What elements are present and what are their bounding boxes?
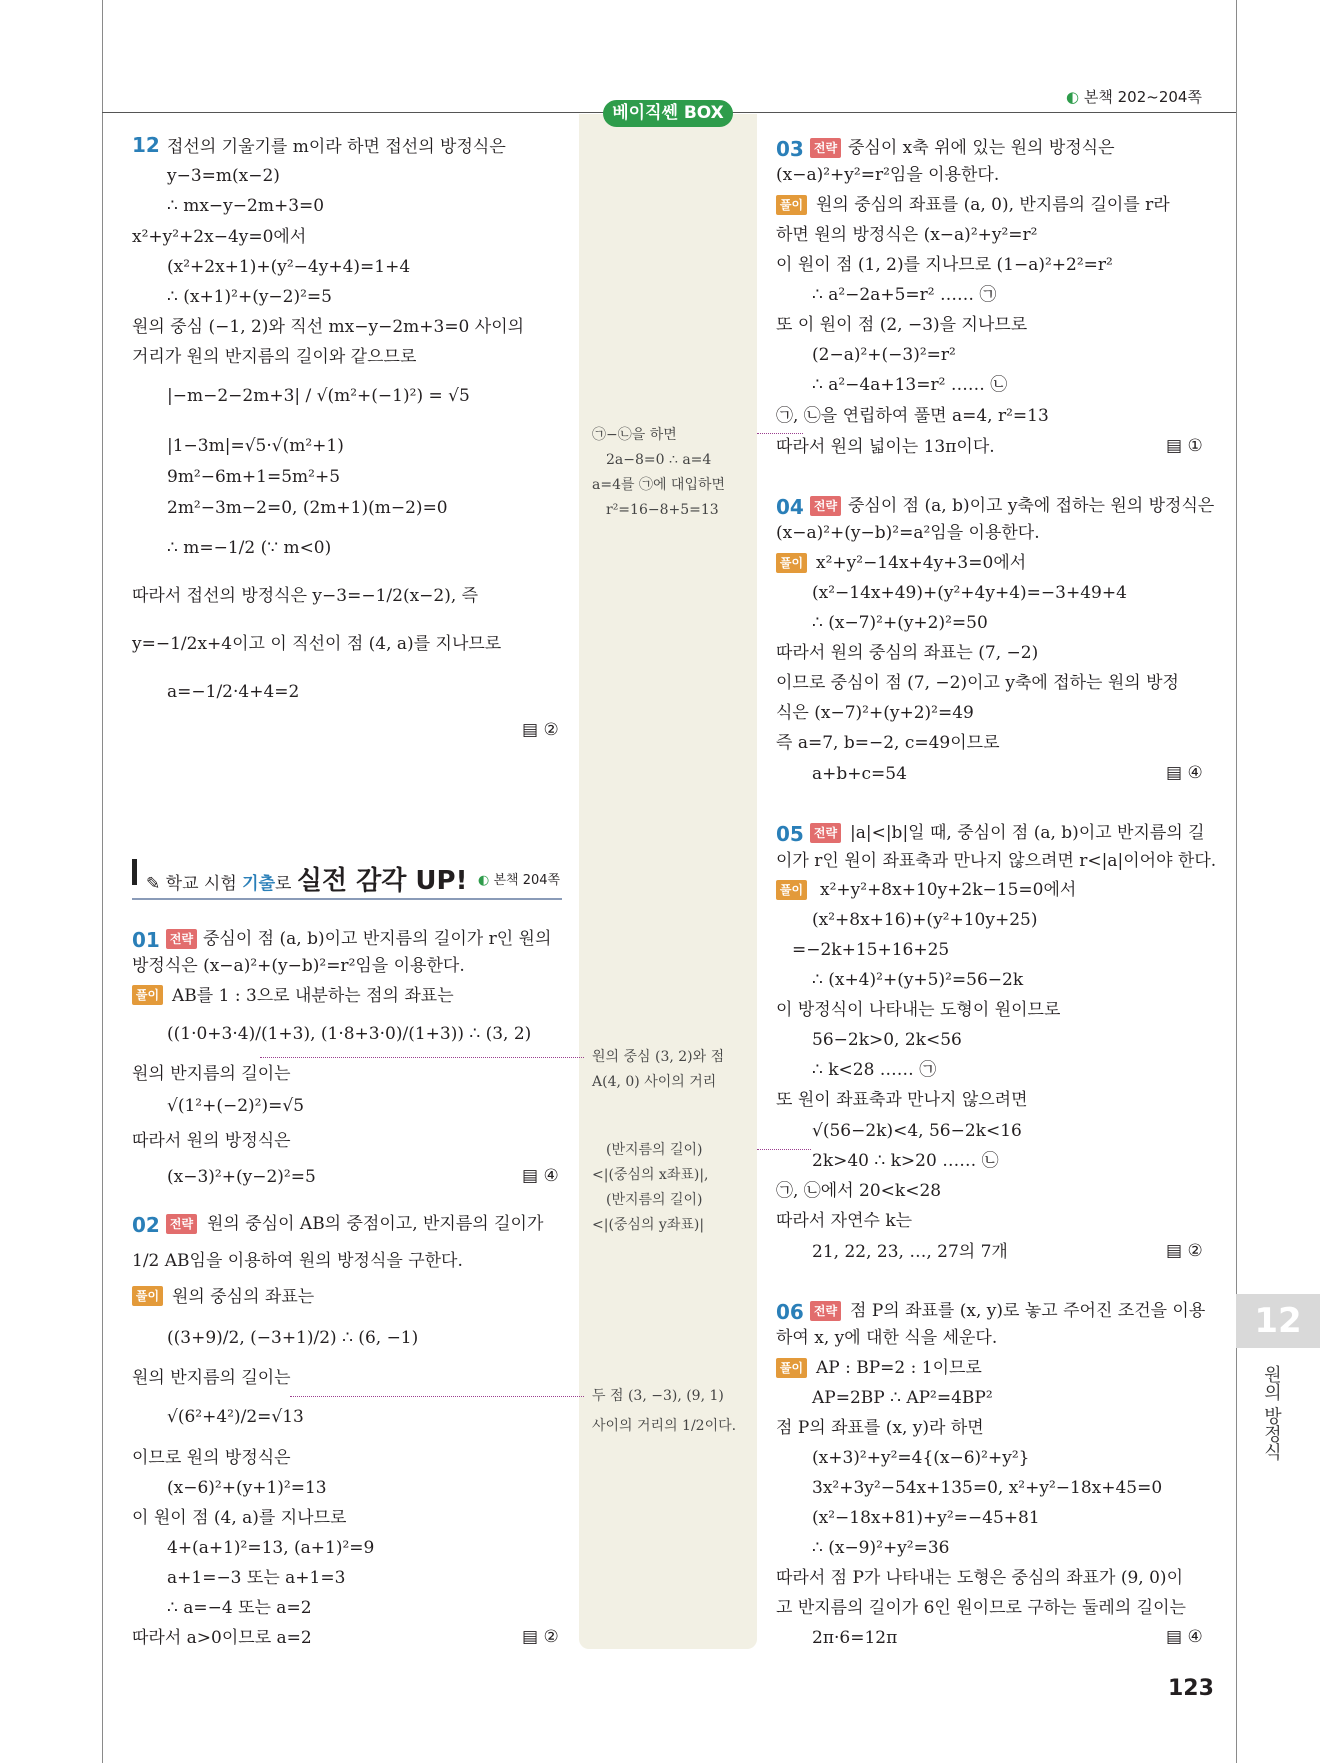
line: 또 원이 좌표축과 만나지 않으려면: [776, 1090, 1028, 1110]
section-title: ✎ 학교 시험 기출로 실전 감각 UP!: [146, 866, 468, 896]
line: ∴ (x−7)²+(y+2)²=50: [812, 613, 988, 633]
line: 식은 (x−7)²+(y+2)²=49: [776, 703, 974, 723]
line: (x²+2x+1)+(y²−4y+4)=1+4: [167, 257, 411, 277]
line: AP : BP=2 : 1이므로: [816, 1358, 982, 1378]
note-line: 두 점 (3, −3), (9, 1): [592, 1388, 724, 1404]
note-line: <|(중심의 x좌표)|,: [592, 1167, 709, 1183]
note-line: (반지름의 길이): [606, 1142, 703, 1158]
line: 이므로 원의 방정식은: [132, 1448, 291, 1468]
line: a+b+c=54: [812, 764, 907, 784]
line: ㉠, ㉡에서 20<k<28: [776, 1181, 942, 1201]
solution-tag: 풀이: [132, 1286, 163, 1306]
line: y=−1/2x+4이고 이 직선이 점 (4, a)를 지나므로: [132, 634, 502, 654]
line: 즉 a=7, b=−2, c=49이므로: [776, 733, 1000, 753]
line: 원의 중심의 좌표를 (a, 0), 반지름의 길이를 r라: [816, 195, 1170, 215]
line: 21, 22, 23, …, 27의 7개: [812, 1242, 1008, 1262]
chapter-number-tab: 12: [1236, 1294, 1320, 1348]
page-number: 123: [1168, 1676, 1214, 1701]
strategy-tag: 전략: [810, 1301, 841, 1321]
line: (2−a)²+(−3)²=r²: [812, 345, 956, 365]
line: ∴ (x+1)²+(y−2)²=5: [167, 287, 332, 307]
line: ∴ mx−y−2m+3=0: [167, 196, 325, 216]
solution-tag: 풀이: [776, 553, 807, 573]
line: 중심이 점 (a, b)이고 반지름의 길이가 r인 원의: [203, 929, 552, 949]
line: x²+y²−14x+4y+3=0에서: [816, 553, 1027, 573]
solution-tag: 풀이: [776, 880, 807, 900]
line: ∴ (x−9)²+y²=36: [812, 1538, 950, 1558]
line: 2k>40 ∴ k>20 …… ㉡: [812, 1151, 999, 1171]
ref-icon: ◐: [478, 873, 490, 888]
answer: ▤ ④: [1166, 1627, 1203, 1647]
line: x²+y²+8x+10y+2k−15=0에서: [820, 880, 1077, 900]
problem-05-number: 05: [776, 822, 804, 846]
strategy-tag: 전략: [810, 138, 841, 158]
line: 점 P의 좌표를 (x, y)라 하면: [776, 1418, 984, 1438]
line: 원의 중심 (−1, 2)와 직선 mx−y−2m+3=0 사이의: [132, 317, 525, 337]
line: 따라서 원의 중심의 좌표는 (7, −2): [776, 643, 1039, 663]
line: (x−a)²+(y−b)²=a²임을 이용한다.: [776, 523, 1040, 543]
section-bar: [132, 859, 137, 885]
leader-line: [757, 433, 803, 434]
line: 하여 x, y에 대한 식을 세운다.: [776, 1328, 998, 1348]
line: 이 원이 점 (4, a)를 지나므로: [132, 1508, 347, 1528]
right-margin-line: [1236, 0, 1237, 1763]
strategy-tag: 전략: [810, 496, 841, 516]
line: 2m²−3m−2=0, (2m+1)(m−2)=0: [167, 498, 448, 518]
leader-line: [290, 1396, 584, 1397]
line: ∴ (x+4)²+(y+5)²=56−2k: [812, 970, 1024, 990]
line: 따라서 자연수 k는: [776, 1211, 913, 1231]
line: 원의 중심이 AB의 중점이고, 반지름의 길이가: [207, 1214, 544, 1234]
line: √(56−2k)<4, 56−2k<16: [812, 1121, 1022, 1141]
line: 따라서 점 P가 나타내는 도형은 중심의 좌표가 (9, 0)이: [776, 1568, 1183, 1588]
line: 거리가 원의 반지름의 길이와 같으므로: [132, 347, 417, 367]
note-line: (반지름의 길이): [606, 1192, 703, 1208]
ref-icon: ◐: [1066, 88, 1080, 106]
solution-tag: 풀이: [776, 195, 807, 215]
note-line: 2a−8=0 ∴ a=4: [606, 452, 712, 468]
line: 1/2 AB임을 이용하여 원의 방정식을 구한다.: [132, 1251, 463, 1271]
left-margin-line: [102, 0, 103, 1763]
leader-line: [757, 1149, 811, 1150]
solution-tag: 풀이: [776, 1358, 807, 1378]
line: AP=2BP ∴ AP²=4BP²: [812, 1388, 993, 1408]
strategy-tag: 전략: [810, 823, 841, 843]
line: 9m²−6m+1=5m²+5: [167, 467, 341, 487]
line: (x²−18x+81)+y²=−45+81: [812, 1508, 1040, 1528]
line: ∴ a²−4a+13=r² …… ㉡: [812, 375, 1008, 395]
line: 이 방정식이 나타내는 도형이 원이므로: [776, 1000, 1061, 1020]
line: 하면 원의 방정식은 (x−a)²+y²=r²: [776, 225, 1038, 245]
line: 3x²+3y²−54x+135=0, x²+y²−18x+45=0: [812, 1478, 1163, 1498]
line: 따라서 접선의 방정식은 y−3=−1/2(x−2), 즉: [132, 586, 479, 606]
note-line: a=4를 ㉠에 대입하면: [592, 477, 726, 493]
line: ∴ a²−2a+5=r² …… ㉠: [812, 285, 997, 305]
strategy-tag: 전략: [166, 929, 197, 949]
line: ((3+9)/2, (−3+1)/2) ∴ (6, −1): [167, 1328, 419, 1348]
problem-04-number: 04: [776, 495, 804, 519]
problem-03-number: 03: [776, 137, 804, 161]
line: √(6²+4²)/2=√13: [167, 1407, 304, 1427]
note-line: ㉠−㉡을 하면: [592, 427, 677, 443]
line: 중심이 점 (a, b)이고 y축에 접하는 원의 방정식은: [848, 496, 1215, 516]
line: 원의 반지름의 길이는: [132, 1368, 291, 1388]
section-rule: [132, 898, 562, 900]
answer: ▤ ④: [522, 1166, 559, 1186]
line: 따라서 a>0이므로 a=2: [132, 1628, 312, 1648]
line: |1−3m|=√5·√(m²+1): [167, 436, 344, 456]
line: (x+3)²+y²=4{(x−6)²+y²}: [812, 1448, 1030, 1468]
line: ∴ a=−4 또는 a=2: [167, 1598, 312, 1618]
line: 원의 반지름의 길이는: [132, 1064, 291, 1084]
line: ∴ m=−1/2 (∵ m<0): [167, 538, 332, 558]
problem-02-number: 02: [132, 1213, 160, 1237]
line: (x²−14x+49)+(y²+4y+4)=−3+49+4: [812, 583, 1127, 603]
section-ref: ◐ 본책 204쪽: [478, 873, 561, 888]
line: 원의 중심의 좌표는: [172, 1287, 315, 1307]
note-line: A(4, 0) 사이의 거리: [592, 1074, 717, 1090]
line: ㉠, ㉡을 연립하여 풀면 a=4, r²=13: [776, 406, 1049, 426]
line: 방정식은 (x−a)²+(y−b)²=r²임을 이용한다.: [132, 956, 465, 976]
line: √(1²+(−2)²)=√5: [167, 1096, 305, 1116]
line: 중심이 x축 위에 있는 원의 방정식은: [848, 138, 1115, 158]
line: 이가 r인 원이 좌표축과 만나지 않으려면 r<|a|이어야 한다.: [776, 851, 1217, 871]
note-line: 사이의 거리의 1/2이다.: [592, 1418, 737, 1434]
line: AB를 1 : 3으로 내분하는 점의 좌표는: [172, 986, 454, 1006]
line: 56−2k>0, 2k<56: [812, 1030, 962, 1050]
chapter-name: 원의 방정식: [1261, 1365, 1282, 1461]
book-ref: ◐ 본책 202~204쪽: [1066, 88, 1202, 106]
note-line: 원의 중심 (3, 2)와 점: [592, 1049, 725, 1065]
answer: ▤ ②: [1166, 1241, 1203, 1261]
answer: ▤ ④: [1166, 763, 1203, 783]
line: =−2k+15+16+25: [792, 940, 950, 960]
answer: ▤ ①: [1166, 436, 1203, 456]
line: ((1·0+3·4)/(1+3), (1·8+3·0)/(1+3)) ∴ (3, 2): [167, 1024, 532, 1044]
problem-01-number: 01: [132, 928, 160, 952]
pencil-icon: ✎: [146, 874, 161, 894]
line: (x−6)²+(y+1)²=13: [167, 1478, 327, 1498]
line: (x−3)²+(y−2)²=5: [167, 1167, 316, 1187]
line: 2π·6=12π: [812, 1628, 898, 1648]
line: 4+(a+1)²=13, (a+1)²=9: [167, 1538, 375, 1558]
line: 따라서 원의 방정식은: [132, 1131, 291, 1151]
line: ∴ k<28 …… ㉠: [812, 1060, 937, 1080]
basic-box-badge: 베이직쎈 BOX: [603, 100, 733, 127]
line: 또 이 원이 점 (2, −3)을 지나므로: [776, 315, 1028, 335]
line: |a|<|b|일 때, 중심이 점 (a, b)이고 반지름의 길: [850, 823, 1205, 843]
answer: ▤ ②: [522, 720, 559, 740]
line: 이 원이 점 (1, 2)를 지나므로 (1−a)²+2²=r²: [776, 255, 1113, 275]
solution-tag: 풀이: [132, 985, 163, 1005]
answer: ▤ ②: [522, 1627, 559, 1647]
note-line: r²=16−8+5=13: [606, 502, 719, 518]
line: y−3=m(x−2): [167, 166, 280, 186]
line: a=−1/2·4+4=2: [167, 682, 300, 702]
line: x²+y²+2x−4y=0에서: [132, 227, 307, 247]
line: 고 반지름의 길이가 6인 원이므로 구하는 둘레의 길이는: [776, 1598, 1186, 1618]
note-line: <|(중심의 y좌표)|: [592, 1217, 705, 1233]
leader-line: [260, 1057, 584, 1058]
line: 따라서 원의 넓이는 13π이다.: [776, 437, 995, 457]
line: |−m−2−2m+3| / √(m²+(−1)²) = √5: [167, 386, 470, 406]
line: (x−a)²+y²=r²임을 이용한다.: [776, 165, 1000, 185]
line: (x²+8x+16)+(y²+10y+25): [812, 910, 1038, 930]
line: 접선의 기울기를 m이라 하면 접선의 방정식은: [167, 137, 506, 157]
line: a+1=−3 또는 a+1=3: [167, 1568, 346, 1588]
problem-12-number: 12: [132, 133, 160, 157]
problem-06-number: 06: [776, 1300, 804, 1324]
line: 점 P의 좌표를 (x, y)로 놓고 주어진 조건을 이용: [850, 1301, 1206, 1321]
line: 이므로 중심이 점 (7, −2)이고 y축에 접하는 원의 방정: [776, 673, 1179, 693]
strategy-tag: 전략: [166, 1214, 197, 1234]
